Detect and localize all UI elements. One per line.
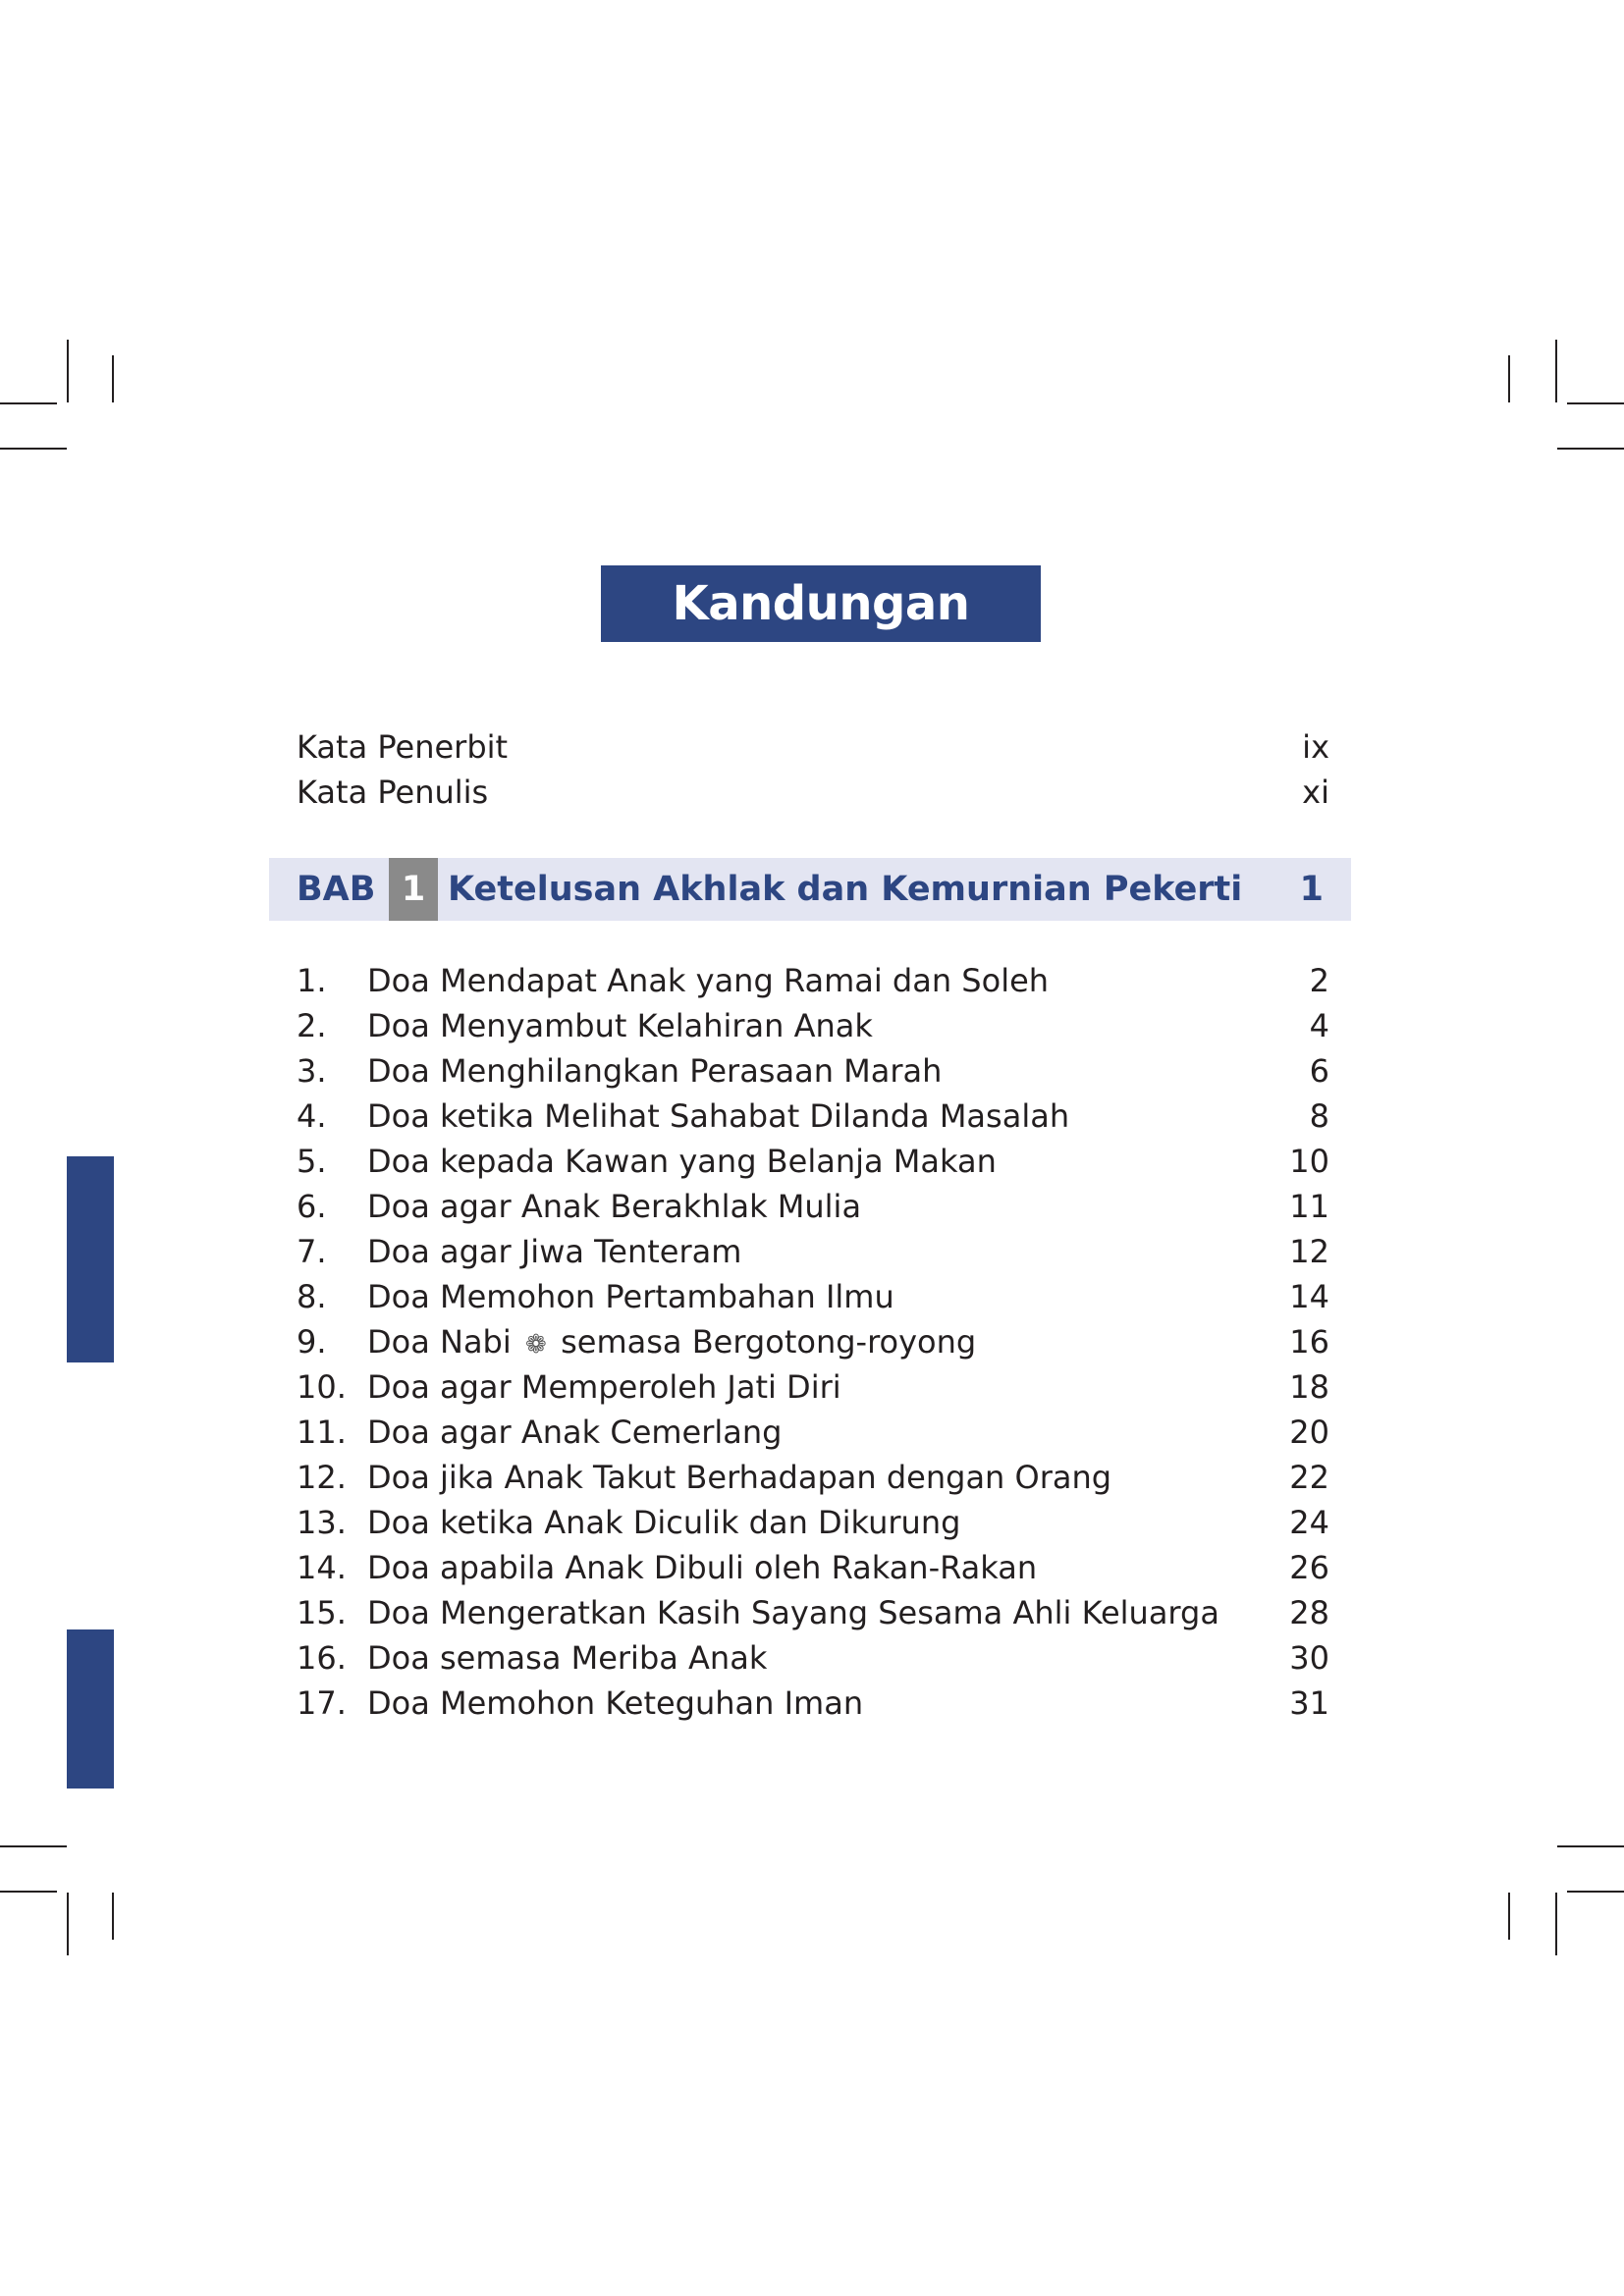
toc-entry-label: Doa Mendapat Anak yang Ramai dan Soleh bbox=[367, 962, 1050, 999]
chapter-number-box: 1 bbox=[389, 858, 438, 921]
toc-entry-page: 28 bbox=[1289, 1594, 1329, 1631]
toc-entry-page: ix bbox=[1302, 728, 1329, 766]
toc-entry-number: 13. bbox=[297, 1504, 347, 1541]
crop-mark bbox=[1555, 1893, 1557, 1955]
crop-mark bbox=[67, 1893, 69, 1955]
toc-entry-label: Doa jika Anak Takut Berhadapan dengan Orang bbox=[367, 1459, 1112, 1496]
toc-entry-page: 18 bbox=[1289, 1368, 1329, 1406]
crop-mark bbox=[112, 1893, 114, 1940]
toc-entry[interactable] bbox=[297, 1274, 1329, 1319]
toc-entry-page: xi bbox=[1302, 774, 1329, 811]
toc-entry-label: Doa Menghilangkan Perasaan Marah bbox=[367, 1052, 943, 1090]
page-title bbox=[601, 565, 1041, 642]
toc-entry-page: 20 bbox=[1289, 1414, 1329, 1451]
crop-mark bbox=[1555, 340, 1557, 402]
toc-entry-label: Doa kepada Kawan yang Belanja Makan bbox=[367, 1143, 997, 1180]
toc-entry-number: 3. bbox=[297, 1052, 327, 1090]
toc-entry[interactable] bbox=[297, 1003, 1329, 1048]
toc-entry-label: Doa Memohon Pertambahan Ilmu bbox=[367, 1278, 894, 1315]
chapter-title: Ketelusan Akhlak dan Kemurnian Pekerti bbox=[448, 870, 1243, 909]
toc-entry[interactable] bbox=[297, 1545, 1329, 1590]
crop-mark bbox=[67, 340, 69, 402]
toc-entry-number: 17. bbox=[297, 1684, 347, 1722]
toc-entry-label: Doa agar Anak Cemerlang bbox=[367, 1414, 783, 1451]
toc-entry-page: 8 bbox=[1309, 1097, 1329, 1135]
toc-entry-label: Doa Memohon Keteguhan Iman bbox=[367, 1684, 864, 1722]
toc-entry[interactable] bbox=[297, 1319, 1329, 1364]
chapter-page: 1 bbox=[1299, 870, 1324, 909]
crop-mark bbox=[0, 448, 67, 450]
toc-entry-page: 22 bbox=[1289, 1459, 1329, 1496]
toc-entry[interactable] bbox=[297, 1590, 1329, 1635]
crop-mark bbox=[0, 1845, 67, 1847]
crop-mark bbox=[0, 402, 57, 404]
toc-entry-number: 2. bbox=[297, 1007, 327, 1044]
toc-entry-number: 9. bbox=[297, 1323, 327, 1361]
toc-entry-label-part: semasa Bergotong-royong bbox=[561, 1323, 977, 1361]
toc-entry-label: Doa agar Jiwa Tenteram bbox=[367, 1233, 742, 1270]
toc-entry-number: 16. bbox=[297, 1639, 347, 1677]
page-title-text: Kandungan bbox=[672, 576, 970, 631]
toc-entry[interactable] bbox=[297, 958, 1329, 1003]
toc-entry-number: 15. bbox=[297, 1594, 347, 1631]
toc-front-matter-row[interactable] bbox=[297, 770, 1329, 815]
toc-entry[interactable] bbox=[297, 1094, 1329, 1139]
toc-entry[interactable] bbox=[297, 1139, 1329, 1184]
toc-entry-page: 26 bbox=[1289, 1549, 1329, 1586]
toc-entry[interactable] bbox=[297, 1410, 1329, 1455]
toc-entry-number: 1. bbox=[297, 962, 327, 999]
toc-entry-number: 11. bbox=[297, 1414, 347, 1451]
toc-entry-page: 30 bbox=[1289, 1639, 1329, 1677]
toc-entry-page: 10 bbox=[1289, 1143, 1329, 1180]
crop-mark bbox=[1557, 448, 1624, 450]
toc-entry-page: 4 bbox=[1309, 1007, 1329, 1044]
toc-entry-label: Doa Mengeratkan Kasih Sayang Sesama Ahli Keluarga bbox=[367, 1594, 1219, 1631]
toc-entry-number: 10. bbox=[297, 1368, 347, 1406]
toc-entry-page: 31 bbox=[1289, 1684, 1329, 1722]
toc-entry-label: Doa Menyambut Kelahiran Anak bbox=[367, 1007, 873, 1044]
chapter-heading[interactable] bbox=[269, 858, 1351, 921]
toc-entry[interactable] bbox=[297, 1500, 1329, 1545]
toc-entry-label: Doa semasa Meriba Anak bbox=[367, 1639, 768, 1677]
crop-mark bbox=[1508, 1893, 1510, 1940]
toc-entry-label-part: Doa Nabi bbox=[367, 1323, 512, 1361]
toc-entry-number: 4. bbox=[297, 1097, 327, 1135]
toc-entry[interactable] bbox=[297, 1455, 1329, 1500]
toc-entry-label: Doa ketika Melihat Sahabat Dilanda Masalah bbox=[367, 1097, 1070, 1135]
toc-entry-page: 16 bbox=[1289, 1323, 1329, 1361]
side-tab-bar bbox=[67, 1629, 114, 1789]
toc-entry-page: 12 bbox=[1289, 1233, 1329, 1270]
toc-entry-label: Doa apabila Anak Dibuli oleh Rakan-Rakan bbox=[367, 1549, 1038, 1586]
toc-entry-label: Kata Penerbit bbox=[297, 728, 509, 766]
toc-entry-label bbox=[367, 1319, 976, 1367]
crop-mark bbox=[112, 355, 114, 402]
toc-entry-page: 11 bbox=[1289, 1188, 1329, 1225]
toc-front-matter-row[interactable] bbox=[297, 724, 1329, 770]
crop-mark bbox=[0, 1891, 57, 1893]
toc-entry-page: 24 bbox=[1289, 1504, 1329, 1541]
toc-entry-number: 6. bbox=[297, 1188, 327, 1225]
crop-mark bbox=[1557, 1845, 1624, 1847]
toc-entry-label: Doa ketika Anak Diculik dan Dikurung bbox=[367, 1504, 961, 1541]
toc-entry[interactable] bbox=[297, 1184, 1329, 1229]
toc-entry[interactable] bbox=[297, 1229, 1329, 1274]
crop-mark bbox=[1567, 402, 1624, 404]
side-tab-bar bbox=[67, 1156, 114, 1362]
chapter-prefix: BAB bbox=[297, 870, 376, 909]
toc-entry[interactable] bbox=[297, 1048, 1329, 1094]
toc-entry-label: Doa agar Anak Berakhlak Mulia bbox=[367, 1188, 862, 1225]
salawat-seal-icon: ❁ bbox=[525, 1330, 547, 1360]
crop-mark bbox=[1567, 1891, 1624, 1893]
toc-entry-number: 14. bbox=[297, 1549, 347, 1586]
crop-mark bbox=[1508, 355, 1510, 402]
toc-entry-page: 6 bbox=[1309, 1052, 1329, 1090]
toc-entry-number: 7. bbox=[297, 1233, 327, 1270]
toc-entry-label: Kata Penulis bbox=[297, 774, 489, 811]
toc-entry-number: 8. bbox=[297, 1278, 327, 1315]
toc-entry-page: 14 bbox=[1289, 1278, 1329, 1315]
toc-entry-number: 12. bbox=[297, 1459, 347, 1496]
toc-entry[interactable] bbox=[297, 1635, 1329, 1681]
toc-entry[interactable] bbox=[297, 1364, 1329, 1410]
toc-entry-number: 5. bbox=[297, 1143, 327, 1180]
toc-entry-page: 2 bbox=[1309, 962, 1329, 999]
toc-entry-label: Doa agar Memperoleh Jati Diri bbox=[367, 1368, 841, 1406]
toc-entry[interactable] bbox=[297, 1681, 1329, 1726]
